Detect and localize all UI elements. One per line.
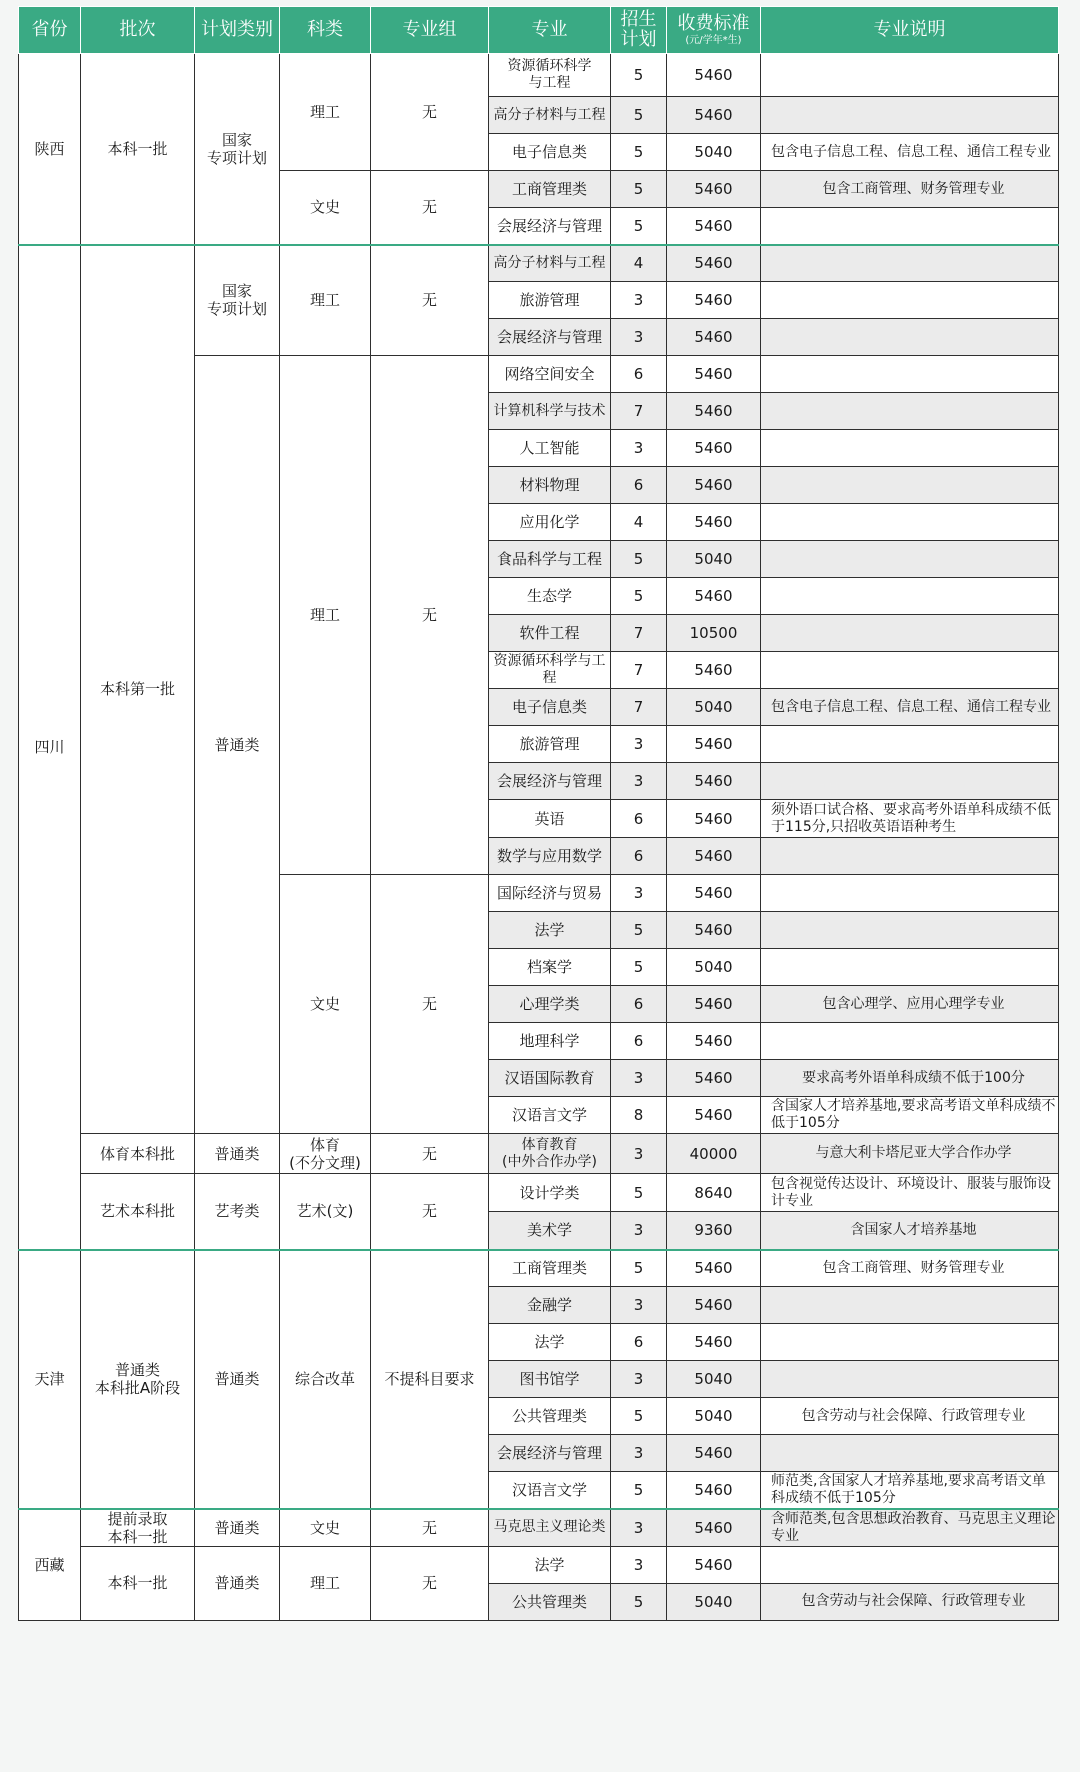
major-group-cell: 无 [371, 1174, 489, 1250]
quota-cell: 5 [611, 912, 667, 949]
major-cell: 汉语言文学 [489, 1472, 611, 1509]
batch-cell: 提前录取 本科一批 [81, 1509, 195, 1547]
major-cell: 设计学类 [489, 1174, 611, 1212]
major-cell: 生态学 [489, 578, 611, 615]
quota-cell: 4 [611, 245, 667, 282]
table-row [19, 54, 1059, 97]
batch-cell: 普通类 本科批A阶段 [81, 1250, 195, 1509]
major-group-cell: 无 [371, 1509, 489, 1547]
subject-cell: 艺术(文) [280, 1174, 371, 1250]
quota-cell: 3 [611, 763, 667, 800]
major-cell: 应用化学 [489, 504, 611, 541]
note-cell [761, 282, 1059, 319]
subject-cell: 理工 [280, 54, 371, 171]
fee-cell: 5460 [667, 875, 761, 912]
subject-cell: 理工 [280, 356, 371, 875]
note-cell [761, 838, 1059, 875]
major-group-cell: 无 [371, 54, 489, 171]
quota-cell: 5 [611, 134, 667, 171]
major-cell: 材料物理 [489, 467, 611, 504]
quota-cell: 3 [611, 1287, 667, 1324]
fee-cell: 5460 [667, 171, 761, 208]
fee-cell: 5460 [667, 912, 761, 949]
note-cell: 包含电子信息工程、信息工程、通信工程专业 [761, 134, 1059, 171]
note-cell [761, 208, 1059, 245]
major-cell: 工商管理类 [489, 171, 611, 208]
note-cell: 师范类,含国家人才培养基地,要求高考语文单科成绩不低于105分 [761, 1472, 1059, 1509]
plan-type-cell: 普通类 [195, 1546, 280, 1620]
plan-type-cell: 普通类 [195, 1250, 280, 1509]
major-cell: 体育教育 (中外合作办学) [489, 1134, 611, 1174]
fee-cell: 5460 [667, 652, 761, 689]
note-cell [761, 652, 1059, 689]
major-cell: 国际经济与贸易 [489, 875, 611, 912]
quota-cell: 3 [611, 282, 667, 319]
subject-cell: 理工 [280, 245, 371, 356]
quota-cell: 3 [611, 875, 667, 912]
note-cell: 含国家人才培养基地,要求高考语文单科成绩不低于105分 [761, 1097, 1059, 1134]
major-cell: 地理科学 [489, 1023, 611, 1060]
quota-cell: 5 [611, 208, 667, 245]
note-cell: 与意大利卡塔尼亚大学合作办学 [761, 1134, 1059, 1174]
fee-cell: 5460 [667, 1509, 761, 1547]
fee-cell: 5460 [667, 430, 761, 467]
header-fee [667, 7, 761, 54]
header-batch: 批次 [81, 7, 195, 54]
major-group-cell: 无 [371, 875, 489, 1134]
quota-cell: 7 [611, 393, 667, 430]
quota-cell: 3 [611, 319, 667, 356]
header-fee-line2: (元/学年*生) [685, 35, 742, 47]
note-cell [761, 1546, 1059, 1583]
fee-cell: 5460 [667, 54, 761, 97]
note-cell [761, 97, 1059, 134]
note-cell [761, 467, 1059, 504]
major-cell: 资源循环科学与工程 [489, 652, 611, 689]
subject-cell: 文史 [280, 1509, 371, 1547]
major-group-cell: 无 [371, 1546, 489, 1620]
major-cell: 会展经济与管理 [489, 1435, 611, 1472]
table-row [19, 1250, 1059, 1287]
fee-cell: 5460 [667, 986, 761, 1023]
quota-cell: 6 [611, 800, 667, 838]
quota-cell: 3 [611, 726, 667, 763]
quota-cell: 5 [611, 54, 667, 97]
quota-cell: 6 [611, 986, 667, 1023]
fee-cell: 5460 [667, 393, 761, 430]
quota-cell: 3 [611, 1509, 667, 1547]
quota-cell: 6 [611, 838, 667, 875]
note-cell [761, 578, 1059, 615]
fee-cell: 5460 [667, 245, 761, 282]
major-cell: 图书馆学 [489, 1361, 611, 1398]
note-cell [761, 393, 1059, 430]
major-cell: 资源循环科学 与工程 [489, 54, 611, 97]
province-cell: 陕西 [19, 54, 81, 245]
note-cell: 须外语口试合格、要求高考外语单科成绩不低于115分,只招收英语语种考生 [761, 800, 1059, 838]
major-group-cell: 不提科目要求 [371, 1250, 489, 1509]
major-cell: 电子信息类 [489, 134, 611, 171]
major-cell: 汉语国际教育 [489, 1060, 611, 1097]
fee-cell: 5460 [667, 282, 761, 319]
subject-cell: 文史 [280, 171, 371, 245]
batch-cell: 本科一批 [81, 1546, 195, 1620]
plan-type-cell: 普通类 [195, 356, 280, 1134]
fee-cell: 5460 [667, 726, 761, 763]
quota-cell: 3 [611, 1134, 667, 1174]
note-cell: 含国家人才培养基地 [761, 1212, 1059, 1250]
note-cell: 包含视觉传达设计、环境设计、服装与服饰设计专业 [761, 1174, 1059, 1212]
major-cell: 软件工程 [489, 615, 611, 652]
fee-cell: 5460 [667, 1060, 761, 1097]
province-cell: 西藏 [19, 1509, 81, 1621]
fee-cell: 5460 [667, 1324, 761, 1361]
subject-cell: 文史 [280, 875, 371, 1134]
note-cell [761, 1324, 1059, 1361]
major-cell: 公共管理类 [489, 1583, 611, 1620]
major-cell: 食品科学与工程 [489, 541, 611, 578]
plan-type-cell: 国家 专项计划 [195, 54, 280, 245]
quota-cell: 5 [611, 949, 667, 986]
note-cell: 包含心理学、应用心理学专业 [761, 986, 1059, 1023]
table-row [19, 1546, 1059, 1583]
header-fee-line1: 收费标准 [677, 12, 750, 34]
fee-cell: 5040 [667, 1361, 761, 1398]
major-cell: 计算机科学与技术 [489, 393, 611, 430]
fee-cell: 5460 [667, 1287, 761, 1324]
note-cell: 包含劳动与社会保障、行政管理专业 [761, 1583, 1059, 1620]
major-cell: 法学 [489, 1324, 611, 1361]
table-row [19, 1509, 1059, 1547]
major-cell: 汉语言文学 [489, 1097, 611, 1134]
quota-cell: 5 [611, 1398, 667, 1435]
batch-cell: 本科一批 [81, 54, 195, 245]
fee-cell: 8640 [667, 1174, 761, 1212]
province-cell: 天津 [19, 1250, 81, 1509]
quota-cell: 7 [611, 689, 667, 726]
note-cell [761, 504, 1059, 541]
quota-cell: 6 [611, 356, 667, 393]
fee-cell: 5460 [667, 1435, 761, 1472]
fee-cell: 5460 [667, 467, 761, 504]
quota-cell: 7 [611, 615, 667, 652]
table-body [19, 54, 1059, 1621]
major-cell: 心理学类 [489, 986, 611, 1023]
note-cell [761, 615, 1059, 652]
quota-cell: 5 [611, 1250, 667, 1287]
fee-cell: 5460 [667, 1250, 761, 1287]
header-quota [611, 7, 667, 54]
note-cell [761, 356, 1059, 393]
major-cell: 会展经济与管理 [489, 763, 611, 800]
fee-cell: 5040 [667, 541, 761, 578]
province-cell: 四川 [19, 245, 81, 1250]
note-cell [761, 912, 1059, 949]
header-row [19, 7, 1059, 54]
quota-cell: 5 [611, 578, 667, 615]
fee-cell: 5460 [667, 1097, 761, 1134]
subject-cell: 体育 (不分文理) [280, 1134, 371, 1174]
major-cell: 会展经济与管理 [489, 208, 611, 245]
quota-cell: 5 [611, 1583, 667, 1620]
fee-cell: 5460 [667, 319, 761, 356]
note-cell [761, 54, 1059, 97]
major-cell: 法学 [489, 912, 611, 949]
batch-cell: 本科第一批 [81, 245, 195, 1134]
major-cell: 人工智能 [489, 430, 611, 467]
note-cell [761, 1361, 1059, 1398]
note-cell [761, 1287, 1059, 1324]
note-cell [761, 541, 1059, 578]
note-cell [761, 319, 1059, 356]
quota-cell: 5 [611, 541, 667, 578]
quota-cell: 4 [611, 504, 667, 541]
quota-cell: 5 [611, 1472, 667, 1509]
major-cell: 会展经济与管理 [489, 319, 611, 356]
plan-type-cell: 普通类 [195, 1134, 280, 1174]
plan-type-cell: 普通类 [195, 1509, 280, 1547]
quota-cell: 3 [611, 1060, 667, 1097]
major-cell: 马克思主义理论类 [489, 1509, 611, 1547]
fee-cell: 10500 [667, 615, 761, 652]
major-cell: 网络空间安全 [489, 356, 611, 393]
fee-cell: 5460 [667, 1546, 761, 1583]
header-major: 专业 [489, 7, 611, 54]
header-quota-line2: 计划 [620, 29, 657, 50]
fee-cell: 5460 [667, 578, 761, 615]
fee-cell: 5040 [667, 949, 761, 986]
quota-cell: 3 [611, 430, 667, 467]
note-cell [761, 430, 1059, 467]
note-cell: 要求高考外语单科成绩不低于100分 [761, 1060, 1059, 1097]
fee-cell: 5460 [667, 208, 761, 245]
major-group-cell: 无 [371, 245, 489, 356]
admission-plan-table-wrapper [18, 6, 1058, 1621]
header-major-group: 专业组 [371, 7, 489, 54]
note-cell [761, 875, 1059, 912]
major-cell: 公共管理类 [489, 1398, 611, 1435]
quota-cell: 6 [611, 1023, 667, 1060]
subject-cell: 理工 [280, 1546, 371, 1620]
header-plan-type: 计划类别 [195, 7, 280, 54]
quota-cell: 5 [611, 1174, 667, 1212]
quota-cell: 6 [611, 1324, 667, 1361]
table-row [19, 1174, 1059, 1212]
quota-cell: 5 [611, 171, 667, 208]
plan-type-cell: 艺考类 [195, 1174, 280, 1250]
major-group-cell: 无 [371, 356, 489, 875]
note-cell [761, 949, 1059, 986]
fee-cell: 5040 [667, 1583, 761, 1620]
fee-cell: 5460 [667, 504, 761, 541]
major-cell: 法学 [489, 1546, 611, 1583]
fee-cell: 5460 [667, 97, 761, 134]
major-cell: 旅游管理 [489, 282, 611, 319]
fee-cell: 5460 [667, 1023, 761, 1060]
fee-cell: 5040 [667, 1398, 761, 1435]
quota-cell: 5 [611, 97, 667, 134]
note-cell: 含师范类,包含思想政治教育、马克思主义理论专业 [761, 1509, 1059, 1547]
major-group-cell: 无 [371, 1134, 489, 1174]
fee-cell: 40000 [667, 1134, 761, 1174]
note-cell [761, 1435, 1059, 1472]
major-cell: 高分子材料与工程 [489, 97, 611, 134]
major-cell: 档案学 [489, 949, 611, 986]
major-cell: 金融学 [489, 1287, 611, 1324]
fee-cell: 5460 [667, 763, 761, 800]
quota-cell: 7 [611, 652, 667, 689]
major-cell: 旅游管理 [489, 726, 611, 763]
header-quota-line1: 招生 [620, 9, 657, 31]
header-province: 省份 [19, 7, 81, 54]
note-cell: 包含工商管理、财务管理专业 [761, 171, 1059, 208]
major-cell: 高分子材料与工程 [489, 245, 611, 282]
major-group-cell: 无 [371, 171, 489, 245]
note-cell: 包含工商管理、财务管理专业 [761, 1250, 1059, 1287]
note-cell: 包含劳动与社会保障、行政管理专业 [761, 1398, 1059, 1435]
note-cell [761, 763, 1059, 800]
quota-cell: 3 [611, 1212, 667, 1250]
fee-cell: 5460 [667, 1472, 761, 1509]
table-row [19, 245, 1059, 282]
note-cell [761, 245, 1059, 282]
major-cell: 工商管理类 [489, 1250, 611, 1287]
quota-cell: 8 [611, 1097, 667, 1134]
batch-cell: 体育本科批 [81, 1134, 195, 1174]
major-cell: 数学与应用数学 [489, 838, 611, 875]
major-cell: 电子信息类 [489, 689, 611, 726]
table-row [19, 1134, 1059, 1174]
batch-cell: 艺术本科批 [81, 1174, 195, 1250]
quota-cell: 3 [611, 1361, 667, 1398]
subject-cell: 综合改革 [280, 1250, 371, 1509]
quota-cell: 6 [611, 467, 667, 504]
fee-cell: 5040 [667, 134, 761, 171]
quota-cell: 3 [611, 1546, 667, 1583]
major-cell: 美术学 [489, 1212, 611, 1250]
fee-cell: 9360 [667, 1212, 761, 1250]
admission-plan-table [18, 6, 1059, 1621]
plan-type-cell: 国家 专项计划 [195, 245, 280, 356]
fee-cell: 5460 [667, 838, 761, 875]
note-cell [761, 726, 1059, 763]
major-cell: 英语 [489, 800, 611, 838]
fee-cell: 5460 [667, 800, 761, 838]
fee-cell: 5040 [667, 689, 761, 726]
note-cell: 包含电子信息工程、信息工程、通信工程专业 [761, 689, 1059, 726]
note-cell [761, 1023, 1059, 1060]
quota-cell: 3 [611, 1435, 667, 1472]
header-subject: 科类 [280, 7, 371, 54]
fee-cell: 5460 [667, 356, 761, 393]
header-note: 专业说明 [761, 7, 1059, 54]
